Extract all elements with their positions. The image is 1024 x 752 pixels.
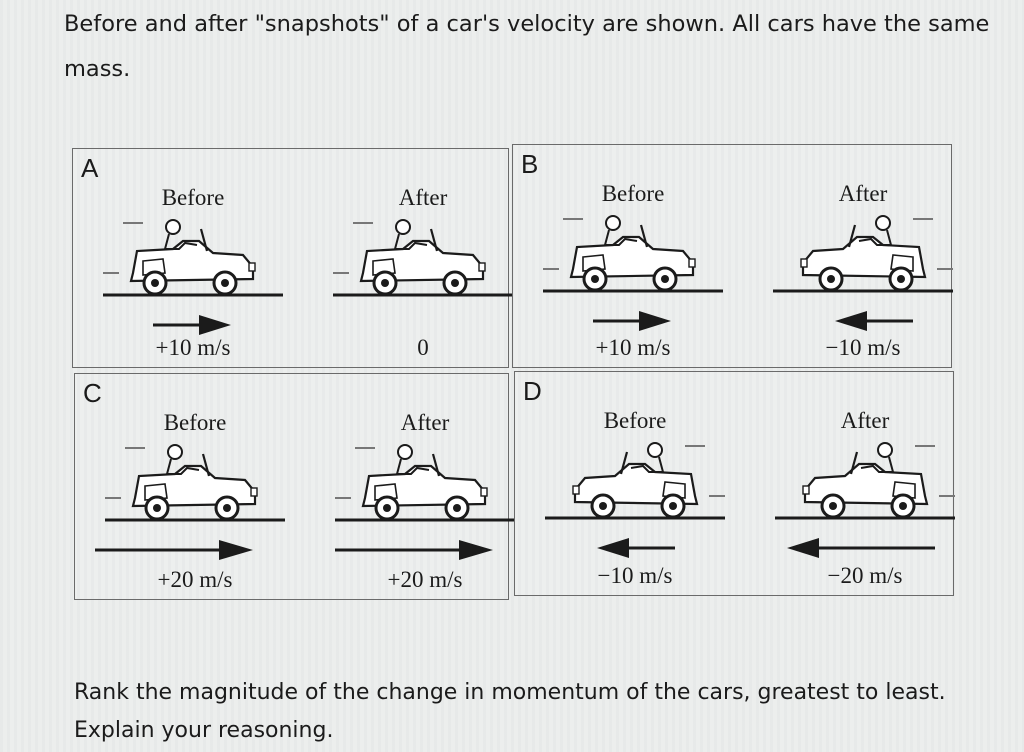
snapshot-before (533, 145, 733, 367)
car-icon (543, 211, 723, 301)
panel-c (74, 373, 509, 600)
snapshot-before (535, 372, 735, 595)
snapshot-title: Before (163, 410, 227, 435)
velocity-arrow-left (785, 536, 935, 560)
car-icon (333, 215, 513, 305)
snapshot-after (765, 372, 965, 595)
panel-label: C (83, 378, 102, 408)
velocity-label: +10 m/s (595, 335, 671, 360)
panel-a (72, 148, 509, 368)
car-icon (335, 440, 515, 530)
snapshot-before (95, 374, 295, 599)
velocity-arrow-right (335, 538, 495, 562)
car-icon (775, 438, 955, 528)
velocity-arrow-right (95, 538, 255, 562)
velocity-label: −10 m/s (825, 335, 901, 360)
snapshot-after (323, 149, 523, 367)
velocity-arrow-left (833, 309, 913, 333)
car-icon (105, 440, 285, 530)
panel-label: B (521, 149, 539, 179)
snapshot-after (763, 145, 963, 367)
panel-d (514, 371, 954, 596)
velocity-label: +20 m/s (387, 567, 463, 592)
velocity-label: +10 m/s (155, 335, 231, 360)
car-icon (773, 211, 953, 301)
velocity-label: 0 (417, 335, 429, 360)
velocity-arrow-right (593, 309, 673, 333)
panel-b (512, 144, 952, 368)
panel-label: A (81, 153, 99, 183)
car-icon (545, 438, 725, 528)
car-icon (103, 215, 283, 305)
snapshot-before (93, 149, 293, 367)
velocity-arrow-left (595, 536, 675, 560)
snapshot-title: After (838, 181, 888, 206)
question-text: Before and after "snapshots" of a car's velocity are shown. All cars have the same mass. (64, 11, 990, 82)
prompt-text: Rank the magnitude of the change in momentum of the cars, greatest to least. Explain your reasoning. (74, 680, 946, 743)
velocity-label: −20 m/s (827, 563, 903, 588)
velocity-label: +20 m/s (157, 567, 233, 592)
snapshot-title: Before (601, 181, 665, 206)
snapshot-title: After (400, 410, 450, 435)
velocity-arrow-right (153, 313, 233, 337)
snapshot-title: Before (161, 185, 225, 210)
snapshot-after (325, 374, 525, 599)
snapshot-title: After (840, 408, 890, 433)
velocity-label: −10 m/s (597, 563, 673, 588)
panel-label: D (523, 376, 542, 406)
snapshot-title: After (398, 185, 448, 210)
snapshot-title: Before (603, 408, 667, 433)
